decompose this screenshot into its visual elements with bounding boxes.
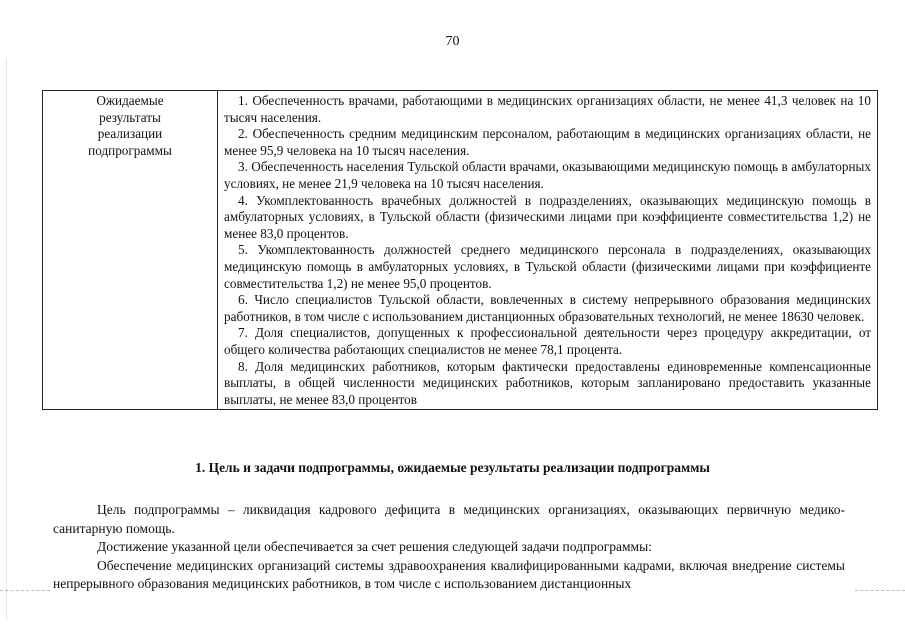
paragraph-task: Обеспечение медицинских организаций системы здравоохранения квалифицированными кадрами, включая внедрение системы непрерывного образования медицинских работников, в том числе с использованием дистанционных xyxy=(53,557,845,592)
result-item-4: 4. Укомплектованность врачебных должностей в подразделениях, оказывающих медицинскую помощь в амбулаторных условиях, в Тульской области (физическими лицами при коэффициенте совместительства 1,2) не менее 83,0 процентов. xyxy=(224,192,871,241)
page-number: 70 xyxy=(445,34,460,49)
row-label-line: результаты xyxy=(99,109,161,125)
row-label-line: подпрограммы xyxy=(88,142,172,158)
result-item-5: 5. Укомплектованность должностей среднего медицинского персонала в подразделениях, оказывающих медицинскую помощь в амбулаторных условиях, в Тульской области (физическими лицами при коэффициенте совместительства 1,2) не менее 95,0 процентов. xyxy=(224,242,871,291)
result-item-8: 8. Доля медицинских работников, которым фактически предоставлены единовременные компенсационные выплаты, в общей численности медицинских работников, которым запланировано предоставить указанные выплаты, не менее 83,0 процентов xyxy=(224,358,871,407)
result-item-6: 6. Число специалистов Тульской области, вовлеченных в систему непрерывного образования медицинских работников, в том числе с использованием дистанционных образовательных технологий, не менее 18630 человек. xyxy=(224,292,871,324)
section-heading: 1. Цель и задачи подпрограммы, ожидаемые результаты реализации подпрограммы xyxy=(195,460,710,475)
row-label-line: реализации xyxy=(97,126,163,142)
paragraph-achievement: Достижение указанной цели обеспечивается за счет решения следующей задачи подпрограммы: xyxy=(97,539,652,555)
result-item-2: 2. Обеспеченность средним медицинским персоналом, работающим в медицинских организациях области, не менее 95,9 человека на 10 тысяч населения. xyxy=(224,126,871,158)
paragraph-goal: Цель подпрограммы – ликвидация кадрового дефицита в медицинских организациях, оказывающих первичную медико-санитарную помощь. xyxy=(53,502,845,536)
result-item-1: 1. Обеспеченность врачами, работающими в медицинских организациях области, не менее 41,3 человек на 10 тысяч населения. xyxy=(224,93,871,125)
expected-results-table xyxy=(42,90,878,410)
results-content-cell xyxy=(218,91,878,410)
result-item-7: 7. Доля специалистов, допущенных к профессиональной деятельности через процедуру аккредитации, от общего количества работающих специалистов не менее 78,1 процента. xyxy=(224,325,871,357)
scan-artifact-line-left xyxy=(0,590,50,591)
table-row xyxy=(43,91,878,410)
body-text xyxy=(53,501,845,594)
scan-artifact-line-right xyxy=(855,590,905,591)
row-label-cell xyxy=(43,91,218,410)
row-label-line: Ожидаемые xyxy=(96,93,164,108)
scan-margin-line xyxy=(6,60,7,620)
result-item-3: 3. Обеспеченность населения Тульской области врачами, оказывающими медицинскую помощь в амбулаторных условиях, не менее 21,9 человека на 10 тысяч населения. xyxy=(224,159,871,191)
